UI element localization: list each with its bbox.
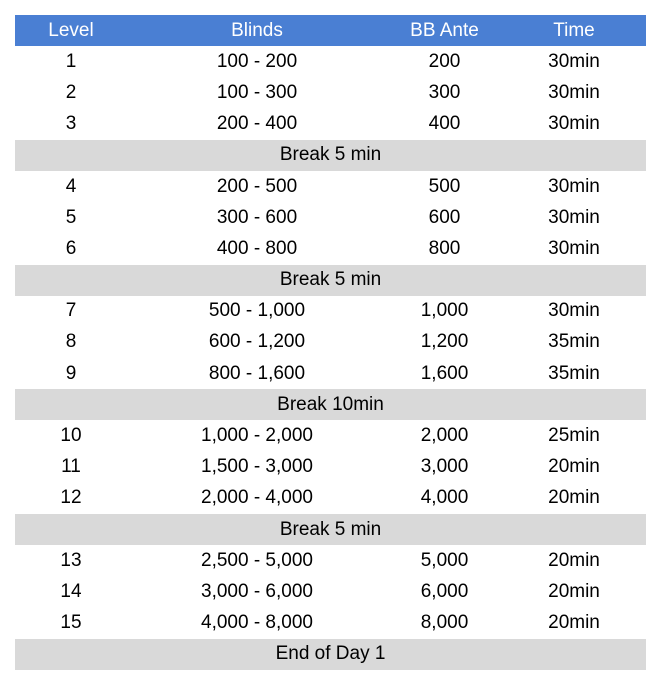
level-cell: 8 <box>65 331 77 353</box>
break-row <box>15 639 646 670</box>
blinds-cell: 400 - 800 <box>216 237 298 259</box>
bb-ante-cell: 1,000 <box>420 300 469 322</box>
level-cell: 1 <box>65 50 77 72</box>
blinds-cell: 1,500 - 3,000 <box>201 456 313 478</box>
time-cell: 30min <box>548 206 600 228</box>
time-cell: 35min <box>548 331 600 353</box>
blinds-cell: 600 - 1,200 <box>208 331 306 353</box>
table-row <box>15 327 646 358</box>
table-row <box>15 545 646 576</box>
level-cell: 2 <box>65 81 77 103</box>
header-bb-ante: BB Ante <box>410 19 479 41</box>
blinds-cell: 200 - 400 <box>216 113 298 135</box>
level-cell: 12 <box>60 487 82 509</box>
time-cell: 30min <box>548 81 600 103</box>
table-row <box>15 46 646 77</box>
header-time: Time <box>553 19 595 41</box>
blinds-cell: 3,000 - 6,000 <box>201 580 313 602</box>
header-blinds: Blinds <box>231 19 283 41</box>
bb-ante-cell: 5,000 <box>420 549 469 571</box>
table-row <box>15 420 646 451</box>
table-row <box>15 608 646 639</box>
bb-ante-cell: 800 <box>428 237 461 259</box>
level-cell: 5 <box>65 206 77 228</box>
bb-ante-cell: 8,000 <box>420 612 469 634</box>
blinds-cell: 1,000 - 2,000 <box>201 425 313 447</box>
blinds-cell: 200 - 500 <box>216 175 298 197</box>
time-cell: 30min <box>548 50 600 72</box>
time-cell: 35min <box>548 362 600 384</box>
bb-ante-cell: 1,600 <box>420 362 469 384</box>
table-body <box>15 46 646 670</box>
bb-ante-cell: 3,000 <box>420 456 469 478</box>
table-row <box>15 233 646 264</box>
bb-ante-cell: 300 <box>428 81 461 103</box>
blinds-cell: 500 - 1,000 <box>208 300 306 322</box>
time-cell: 20min <box>548 580 600 602</box>
bb-ante-cell: 500 <box>428 175 461 197</box>
table-row <box>15 483 646 514</box>
table-row <box>15 109 646 140</box>
blinds-cell: 800 - 1,600 <box>208 362 306 384</box>
time-cell: 30min <box>548 113 600 135</box>
level-cell: 11 <box>61 456 81 478</box>
table-row <box>15 77 646 108</box>
blinds-cell: 2,500 - 5,000 <box>201 549 313 571</box>
level-cell: 14 <box>60 580 82 602</box>
bb-ante-cell: 400 <box>428 113 461 135</box>
bb-ante-cell: 4,000 <box>420 487 469 509</box>
level-cell: 7 <box>65 300 77 322</box>
table-header <box>15 15 646 46</box>
break-label: Break 5 min <box>279 269 382 291</box>
time-cell: 20min <box>548 612 600 634</box>
break-row <box>15 514 646 545</box>
bb-ante-cell: 2,000 <box>420 425 469 447</box>
bb-ante-cell: 200 <box>428 50 461 72</box>
table-row <box>15 452 646 483</box>
blind-structure-table <box>15 15 646 670</box>
break-label: Break 10min <box>277 393 384 415</box>
table-row <box>15 296 646 327</box>
blinds-cell: 100 - 300 <box>216 81 298 103</box>
time-cell: 20min <box>548 487 600 509</box>
blinds-cell: 2,000 - 4,000 <box>201 487 313 509</box>
table-row <box>15 358 646 389</box>
table-row <box>15 576 646 607</box>
header-level: Level <box>48 19 94 41</box>
table-row <box>15 202 646 233</box>
bb-ante-cell: 600 <box>428 206 461 228</box>
time-cell: 30min <box>548 175 600 197</box>
break-label: Break 5 min <box>279 144 382 166</box>
time-cell: 20min <box>548 456 600 478</box>
break-row <box>15 265 646 296</box>
break-row <box>15 389 646 420</box>
level-cell: 13 <box>60 549 82 571</box>
table-row <box>15 171 646 202</box>
level-cell: 6 <box>65 237 77 259</box>
break-label: Break 5 min <box>279 518 382 540</box>
time-cell: 25min <box>548 425 600 447</box>
level-cell: 4 <box>65 175 77 197</box>
level-cell: 10 <box>60 425 82 447</box>
time-cell: 30min <box>548 237 600 259</box>
level-cell: 3 <box>65 113 77 135</box>
bb-ante-cell: 6,000 <box>420 580 469 602</box>
time-cell: 30min <box>548 300 600 322</box>
blinds-cell: 4,000 - 8,000 <box>201 612 313 634</box>
break-row <box>15 140 646 171</box>
blinds-cell: 100 - 200 <box>216 50 298 72</box>
time-cell: 20min <box>548 549 600 571</box>
break-label: End of Day 1 <box>275 643 386 665</box>
level-cell: 9 <box>65 362 77 384</box>
blinds-cell: 300 - 600 <box>216 206 298 228</box>
bb-ante-cell: 1,200 <box>420 331 469 353</box>
level-cell: 15 <box>60 612 82 634</box>
